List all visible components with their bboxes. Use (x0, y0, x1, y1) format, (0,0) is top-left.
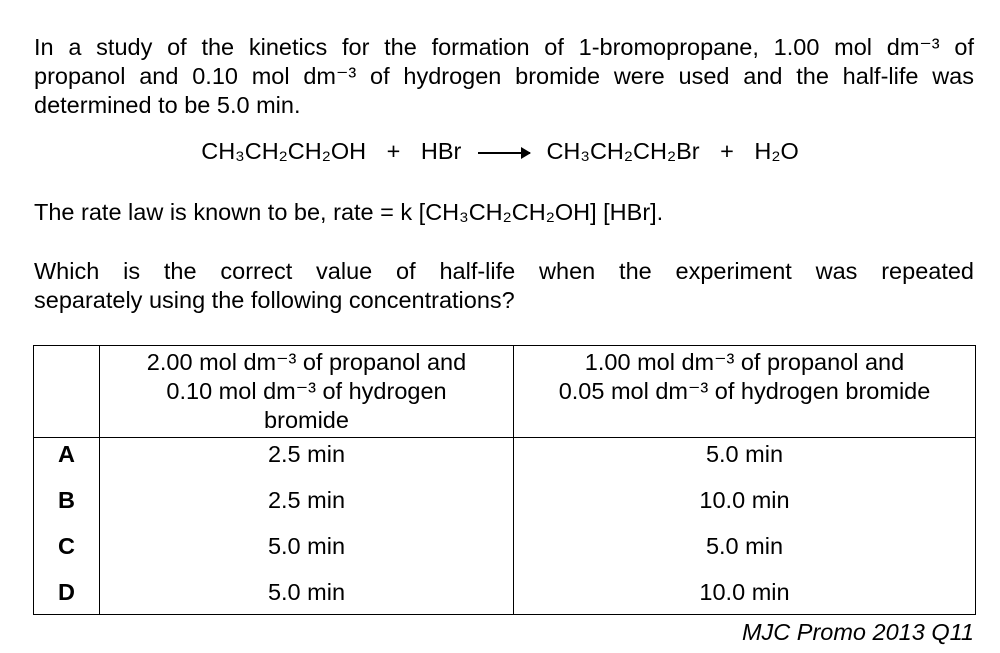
option-half-life-1: 2.5 min (100, 438, 514, 485)
reactant-hbr: HBr (420, 138, 462, 164)
options-table (33, 345, 976, 615)
prompt-line-2: separately using the following concentrations? (34, 287, 515, 313)
option-letter: C (34, 530, 100, 576)
prompt-line-1: Which is the correct value of half-life when the experiment was repeated (34, 258, 974, 284)
header-condition-2 (514, 346, 976, 438)
reaction-arrow-icon (478, 152, 530, 154)
product-bromopropane: CH₃CH₂CH₂Br (546, 138, 700, 164)
reactant-propanol: CH₃CH₂CH₂OH (201, 138, 367, 164)
header-condition-2-line-2: 0.05 mol dm⁻³ of hydrogen bromide (558, 378, 931, 404)
option-letter: D (34, 576, 100, 615)
table-row (34, 530, 976, 576)
option-half-life-2: 10.0 min (514, 576, 976, 615)
option-letter: A (34, 438, 100, 485)
plus-sign: + (720, 138, 734, 164)
header-condition-1-line-1: 2.00 mol dm⁻³ of propanol and (146, 349, 467, 375)
header-condition-1 (100, 346, 514, 438)
question-prompt (34, 257, 974, 315)
intro-line-1: In a study of the kinetics for the formation of 1-bromopropane, 1.00 mol dm⁻³ of (34, 34, 974, 60)
table-row (34, 438, 976, 485)
intro-line-2: propanol and 0.10 mol dm⁻³ of hydrogen bromide were used and the half-life was (34, 63, 974, 89)
intro-paragraph (34, 33, 974, 120)
rate-law-text: The rate law is known to be, rate = k [CH₃CH₂CH₂OH] [HBr]. (34, 199, 664, 225)
table-header-row (34, 346, 976, 438)
reaction-equation (0, 137, 1000, 166)
source-reference: MJC Promo 2013 Q11 (741, 619, 974, 645)
option-half-life-1: 5.0 min (100, 530, 514, 576)
table-row (34, 484, 976, 530)
option-half-life-1: 2.5 min (100, 484, 514, 530)
plus-sign: + (386, 138, 401, 164)
option-half-life-2: 5.0 min (514, 438, 976, 485)
header-blank-cell (34, 346, 100, 438)
option-half-life-1: 5.0 min (100, 576, 514, 615)
header-condition-1-line-3: bromide (264, 407, 349, 433)
option-half-life-2: 10.0 min (514, 484, 976, 530)
table-row (34, 576, 976, 615)
header-condition-2-line-1: 1.00 mol dm⁻³ of propanol and (584, 349, 905, 375)
header-condition-1-line-2: 0.10 mol dm⁻³ of hydrogen (166, 378, 447, 404)
option-half-life-2: 5.0 min (514, 530, 976, 576)
product-water: H₂O (754, 138, 799, 164)
rate-law-statement (34, 198, 974, 227)
intro-line-3: determined to be 5.0 min. (34, 92, 301, 118)
option-letter: B (34, 484, 100, 530)
